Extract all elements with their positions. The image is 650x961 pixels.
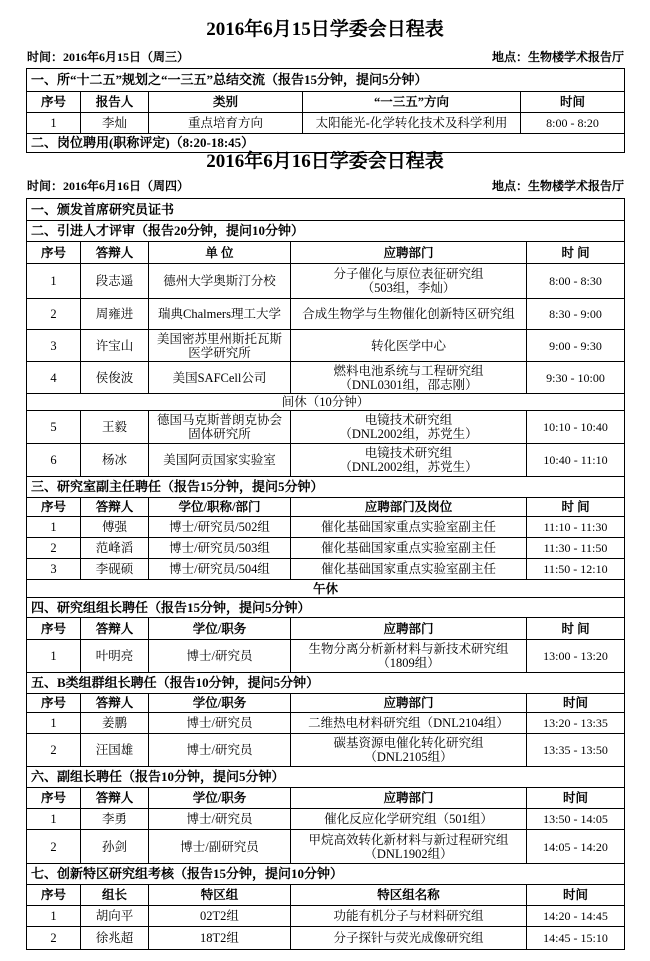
dept-cell: 分子催化与原位表征研究组 （503组，李灿） bbox=[291, 264, 527, 299]
time-cell: 13:50 - 14:05 bbox=[527, 809, 625, 830]
time-cell: 11:10 - 11:30 bbox=[527, 517, 625, 538]
header-cell: 答辩人 bbox=[81, 788, 149, 809]
table-header-row bbox=[27, 788, 625, 809]
seq-cell: 1 bbox=[27, 517, 81, 538]
table-row bbox=[27, 906, 625, 927]
degree-cell: 博士/研究员 bbox=[149, 734, 291, 767]
section-heading-row bbox=[27, 199, 625, 221]
header-cell: 时间 bbox=[527, 694, 625, 713]
degree-cell: 博士/研究员 bbox=[149, 809, 291, 830]
time-cell: 14:05 - 14:20 bbox=[527, 830, 625, 864]
table-row bbox=[27, 411, 625, 444]
dept-cell: 碳基资源电催化转化研究组 （DNL2105组） bbox=[291, 734, 527, 767]
candidate-cell: 范峰滔 bbox=[81, 538, 149, 559]
candidate-cell: 段志遥 bbox=[81, 264, 149, 299]
presenter-cell: 李灿 bbox=[81, 113, 149, 134]
dept-cell: 二维热电材料研究组（DNL2104组） bbox=[291, 713, 527, 734]
table-row bbox=[27, 927, 625, 950]
day1-info-line bbox=[27, 49, 624, 65]
section-heading-row bbox=[27, 767, 625, 788]
seq-cell: 3 bbox=[27, 330, 81, 362]
group-code-cell: 02T2组 bbox=[149, 906, 291, 927]
table-header-row bbox=[27, 618, 625, 640]
table-header-row bbox=[27, 92, 625, 113]
dept-cell: 催化反应化学研究组（501组） bbox=[291, 809, 527, 830]
header-cell: 时 间 bbox=[527, 242, 625, 264]
candidate-cell: 傅强 bbox=[81, 517, 149, 538]
seq-cell: 2 bbox=[27, 830, 81, 864]
time-cell: 14:45 - 15:10 bbox=[527, 927, 625, 950]
candidate-cell: 周雍进 bbox=[81, 299, 149, 330]
unit-cell: 德国马克斯普朗克协会 固体研究所 bbox=[149, 411, 291, 444]
header-cell: 时间 bbox=[527, 788, 625, 809]
header-cell: 特区组 bbox=[149, 885, 291, 906]
table-row bbox=[27, 830, 625, 864]
time-cell: 10:40 - 11:10 bbox=[527, 444, 625, 477]
seq-cell: 2 bbox=[27, 299, 81, 330]
seq-cell: 2 bbox=[27, 734, 81, 767]
table-row bbox=[27, 113, 625, 134]
degree-cell: 博士/研究员 bbox=[149, 640, 291, 673]
section-heading-row bbox=[27, 221, 625, 242]
seq-cell: 1 bbox=[27, 640, 81, 673]
day2-title: 2016年6月16日学委会日程表 bbox=[206, 151, 444, 172]
header-cell: 时 间 bbox=[527, 498, 625, 517]
table-row bbox=[27, 559, 625, 580]
section-heading-row bbox=[27, 598, 625, 618]
time-cell: 8:00 - 8:20 bbox=[521, 113, 625, 134]
section-heading: 三、研究室副主任聘任（报告15分钟，提问5分钟） bbox=[27, 477, 625, 498]
header-cell: 序号 bbox=[27, 885, 81, 906]
dept-cell: 甲烷高效转化新材料与新过程研究组 （DNL1902组） bbox=[291, 830, 527, 864]
header-cell: 学位/职称/部门 bbox=[149, 498, 291, 517]
table-header-row bbox=[27, 694, 625, 713]
dept-cell: 催化基础国家重点实验室副主任 bbox=[291, 538, 527, 559]
section-heading: 五、B类组群组长聘任（报告10分钟，提问5分钟） bbox=[27, 673, 625, 694]
header-cell: 答辩人 bbox=[81, 498, 149, 517]
candidate-cell: 孙剑 bbox=[81, 830, 149, 864]
seq-cell: 5 bbox=[27, 411, 81, 444]
table-row bbox=[27, 640, 625, 673]
time-cell: 8:30 - 9:00 bbox=[527, 299, 625, 330]
header-cell: 序号 bbox=[27, 92, 81, 113]
candidate-cell: 姜鹏 bbox=[81, 713, 149, 734]
day2-time: 时间：2016年6月16日（周四） bbox=[27, 179, 190, 193]
table-header-row bbox=[27, 498, 625, 517]
table-row bbox=[27, 264, 625, 299]
header-cell: 应聘部门 bbox=[291, 694, 527, 713]
header-cell: 序号 bbox=[27, 242, 81, 264]
section-heading-row bbox=[27, 477, 625, 498]
header-cell: 答辩人 bbox=[81, 694, 149, 713]
category-cell: 重点培育方向 bbox=[149, 113, 303, 134]
seq-cell: 1 bbox=[27, 906, 81, 927]
header-cell: 时间 bbox=[521, 92, 625, 113]
time-cell: 8:00 - 8:30 bbox=[527, 264, 625, 299]
dept-cell: 电镜技术研究组 （DNL2002组，苏党生） bbox=[291, 411, 527, 444]
group-code-cell: 18T2组 bbox=[149, 927, 291, 950]
unit-cell: 德州大学奥斯汀分校 bbox=[149, 264, 291, 299]
section-heading: 四、研究组组长聘任（报告15分钟，提问5分钟） bbox=[27, 598, 625, 618]
candidate-cell: 李砚硕 bbox=[81, 559, 149, 580]
seq-cell: 1 bbox=[27, 264, 81, 299]
table-header-row bbox=[27, 242, 625, 264]
break-row bbox=[27, 580, 625, 598]
table-row bbox=[27, 299, 625, 330]
candidate-cell: 许宝山 bbox=[81, 330, 149, 362]
table-row bbox=[27, 362, 625, 394]
table-row bbox=[27, 517, 625, 538]
time-cell: 9:30 - 10:00 bbox=[527, 362, 625, 394]
header-cell: 学位/职务 bbox=[149, 788, 291, 809]
dept-cell: 合成生物学与生物催化创新特区研究组 bbox=[291, 299, 527, 330]
header-cell: 学位/职务 bbox=[149, 694, 291, 713]
candidate-cell: 汪国雄 bbox=[81, 734, 149, 767]
header-cell: 报告人 bbox=[81, 92, 149, 113]
header-cell: 序号 bbox=[27, 618, 81, 640]
header-cell: 时 间 bbox=[527, 618, 625, 640]
dept-cell: 催化基础国家重点实验室副主任 bbox=[291, 559, 527, 580]
table-row bbox=[27, 734, 625, 767]
day1-schedule-table bbox=[26, 68, 625, 153]
dept-cell: 催化基础国家重点实验室副主任 bbox=[291, 517, 527, 538]
leader-cell: 胡向平 bbox=[81, 906, 149, 927]
leader-cell: 徐兆超 bbox=[81, 927, 149, 950]
degree-cell: 博士/副研究员 bbox=[149, 830, 291, 864]
time-cell: 13:35 - 13:50 bbox=[527, 734, 625, 767]
break-label: 间休（10分钟） bbox=[27, 394, 625, 411]
header-cell: 学位/职务 bbox=[149, 618, 291, 640]
day2-venue: 地点：生物楼学术报告厅 bbox=[491, 179, 624, 193]
time-cell: 11:50 - 12:10 bbox=[527, 559, 625, 580]
time-cell: 13:20 - 13:35 bbox=[527, 713, 625, 734]
header-cell: 序号 bbox=[27, 694, 81, 713]
section-heading-row bbox=[27, 864, 625, 885]
degree-cell: 博士/研究员 bbox=[149, 713, 291, 734]
group-name-cell: 功能有机分子与材料研究组 bbox=[291, 906, 527, 927]
header-cell: “一三五”方向 bbox=[303, 92, 521, 113]
section-heading: 一、颁发首席研究员证书 bbox=[27, 199, 625, 221]
seq-cell: 1 bbox=[27, 113, 81, 134]
day2-schedule-table bbox=[26, 198, 625, 950]
candidate-cell: 王毅 bbox=[81, 411, 149, 444]
seq-cell: 3 bbox=[27, 559, 81, 580]
unit-cell: 瑞典Chalmers理工大学 bbox=[149, 299, 291, 330]
table-row bbox=[27, 444, 625, 477]
header-cell: 应聘部门 bbox=[291, 242, 527, 264]
header-cell: 答辩人 bbox=[81, 618, 149, 640]
table-row bbox=[27, 330, 625, 362]
seq-cell: 6 bbox=[27, 444, 81, 477]
header-cell: 答辩人 bbox=[81, 242, 149, 264]
break-label: 午休 bbox=[27, 580, 625, 598]
seq-cell: 2 bbox=[27, 538, 81, 559]
header-cell: 时间 bbox=[527, 885, 625, 906]
candidate-cell: 杨冰 bbox=[81, 444, 149, 477]
time-cell: 11:30 - 11:50 bbox=[527, 538, 625, 559]
header-cell: 类别 bbox=[149, 92, 303, 113]
header-cell: 单 位 bbox=[149, 242, 291, 264]
group-name-cell: 分子探针与荧光成像研究组 bbox=[291, 927, 527, 950]
time-cell: 9:00 - 9:30 bbox=[527, 330, 625, 362]
section-heading: 六、副组长聘任（报告10分钟，提问5分钟） bbox=[27, 767, 625, 788]
direction-cell: 太阳能光-化学转化技术及科学利用 bbox=[303, 113, 521, 134]
section-heading-row bbox=[27, 673, 625, 694]
seq-cell: 2 bbox=[27, 927, 81, 950]
seq-cell: 4 bbox=[27, 362, 81, 394]
time-cell: 14:20 - 14:45 bbox=[527, 906, 625, 927]
unit-cell: 美国SAFCell公司 bbox=[149, 362, 291, 394]
section-heading: 一、所“十二五”规划之“一三五”总结交流（报告15分钟，提问5分钟） bbox=[27, 69, 625, 92]
section-heading-row bbox=[27, 69, 625, 92]
break-row bbox=[27, 394, 625, 411]
candidate-cell: 侯俊波 bbox=[81, 362, 149, 394]
header-cell: 序号 bbox=[27, 498, 81, 517]
table-row bbox=[27, 809, 625, 830]
unit-cell: 美国密苏里州斯托瓦斯 医学研究所 bbox=[149, 330, 291, 362]
section-heading: 七、创新特区研究组考核（报告15分钟，提问10分钟） bbox=[27, 864, 625, 885]
header-cell: 应聘部门 bbox=[291, 618, 527, 640]
table-row bbox=[27, 713, 625, 734]
day1-time: 时间：2016年6月15日（周三） bbox=[27, 50, 190, 64]
dept-cell: 生物分离分析新材料与新技术研究组 （1809组） bbox=[291, 640, 527, 673]
dept-cell: 电镜技术研究组 （DNL2002组，苏党生） bbox=[291, 444, 527, 477]
section-heading: 二、引进人才评审（报告20分钟，提问10分钟） bbox=[27, 221, 625, 242]
dept-cell: 燃料电池系统与工程研究组 （DNL0301组，邵志刚） bbox=[291, 362, 527, 394]
day1-title: 2016年6月15日学委会日程表 bbox=[206, 19, 444, 40]
header-cell: 组长 bbox=[81, 885, 149, 906]
header-cell: 序号 bbox=[27, 788, 81, 809]
unit-cell: 美国阿贡国家实验室 bbox=[149, 444, 291, 477]
time-cell: 10:10 - 10:40 bbox=[527, 411, 625, 444]
dept-cell: 转化医学中心 bbox=[291, 330, 527, 362]
degree-cell: 博士/研究员/504组 bbox=[149, 559, 291, 580]
section-heading: 二、岗位聘用(职称评定)（8:20-18:45） bbox=[27, 134, 625, 153]
day2-info-line bbox=[27, 178, 624, 194]
time-cell: 13:00 - 13:20 bbox=[527, 640, 625, 673]
seq-cell: 1 bbox=[27, 713, 81, 734]
candidate-cell: 叶明亮 bbox=[81, 640, 149, 673]
candidate-cell: 李勇 bbox=[81, 809, 149, 830]
degree-cell: 博士/研究员/502组 bbox=[149, 517, 291, 538]
header-cell: 特区组名称 bbox=[291, 885, 527, 906]
header-cell: 应聘部门及岗位 bbox=[291, 498, 527, 517]
degree-cell: 博士/研究员/503组 bbox=[149, 538, 291, 559]
table-header-row bbox=[27, 885, 625, 906]
header-cell: 应聘部门 bbox=[291, 788, 527, 809]
day1-venue: 地点：生物楼学术报告厅 bbox=[491, 50, 624, 64]
seq-cell: 1 bbox=[27, 809, 81, 830]
table-row bbox=[27, 538, 625, 559]
